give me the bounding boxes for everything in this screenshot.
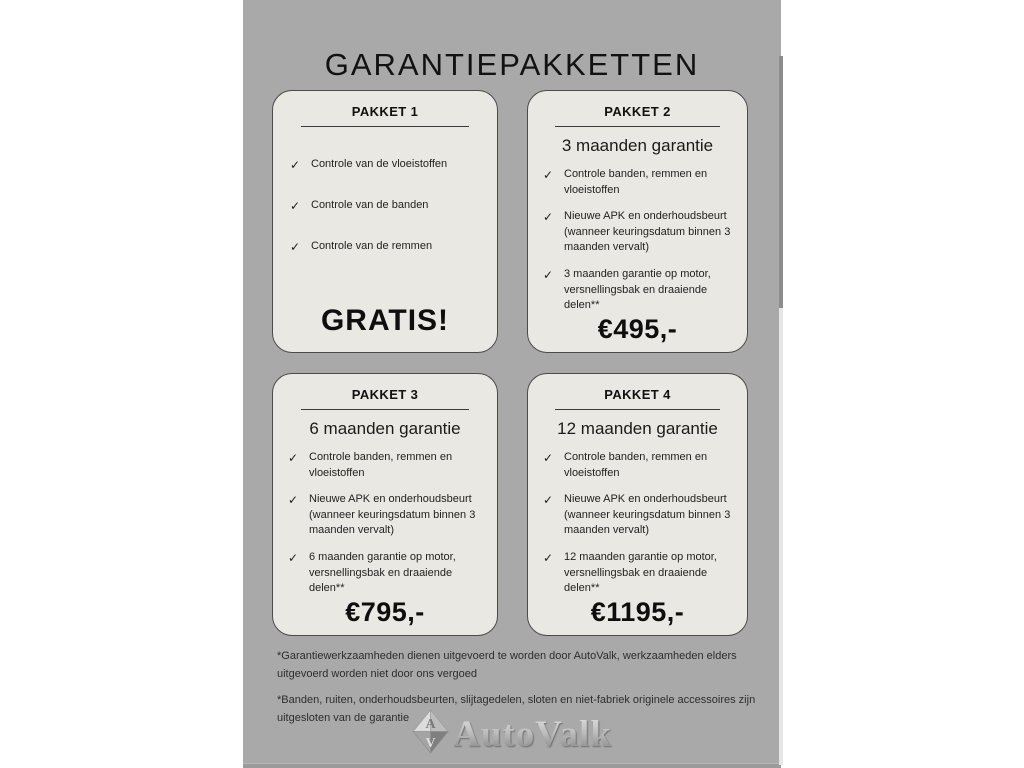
- scrollbar-thumb[interactable]: [779, 56, 783, 308]
- package-card-3: [272, 373, 498, 636]
- package-item-label: Controle banden, remmen en vloeistoffen: [564, 451, 708, 479]
- autovalk-logo-text: AutoValk: [453, 713, 612, 755]
- package-item: [543, 492, 734, 539]
- package-item: [543, 450, 734, 481]
- check-icon: ✓: [290, 240, 301, 255]
- package-item-label: 12 maanden garantie op motor, versnellingsbak en draaiende delen**: [564, 551, 717, 595]
- package-item-label: 3 maanden garantie op motor, versnellingsbak en draaiende delen**: [564, 268, 711, 312]
- package-2-items: [541, 167, 734, 314]
- check-icon: ✓: [288, 451, 299, 465]
- warranty-poster: [243, 0, 781, 768]
- check-icon: ✓: [543, 493, 554, 508]
- package-4-title: PAKKET 4: [604, 387, 671, 402]
- scrollbar-track[interactable]: [779, 308, 783, 765]
- package-item: [543, 209, 734, 256]
- check-icon: ✓: [543, 210, 554, 225]
- package-item-label: 6 maanden garantie op motor, versnellingsbak en draaiende delen**: [309, 551, 456, 595]
- package-item: [290, 157, 484, 174]
- autovalk-logo: [412, 709, 612, 759]
- check-icon: ✓: [543, 168, 554, 182]
- package-4-items: [541, 450, 734, 597]
- title-divider: [301, 126, 469, 127]
- check-icon: ✓: [290, 199, 301, 214]
- package-3-price: €795,-: [345, 596, 425, 627]
- package-2-title: PAKKET 2: [604, 104, 671, 119]
- package-item-label: Controle banden, remmen en vloeistoffen: [564, 168, 708, 196]
- package-item: [290, 198, 484, 215]
- poster-bottom-band: [243, 763, 781, 768]
- autovalk-diamond-icon: [412, 709, 449, 759]
- package-card-2: [527, 90, 748, 353]
- package-4-subtitle: 12 maanden garantie: [557, 419, 718, 438]
- package-item: [290, 239, 484, 256]
- package-item-label: Controle van de vloeistoffen: [311, 158, 448, 170]
- title-divider: [555, 409, 719, 410]
- package-item-label: Nieuwe APK en onderhoudsbeurt (wanneer keuringsdatum binnen 3 maanden vervalt): [309, 493, 476, 537]
- footnote-exclusions: *Banden, ruiten, onderhoudsbeurten, slijtagedelen, sloten en niet-fabriek originele accessoires zijn uitgesloten van de garantie: [277, 694, 756, 724]
- check-icon: ✓: [543, 451, 554, 465]
- check-icon: ✓: [543, 551, 554, 566]
- svg-text:A: A: [425, 717, 436, 732]
- title-divider: [301, 409, 469, 410]
- package-item: [543, 267, 734, 314]
- check-icon: ✓: [288, 551, 299, 566]
- package-item-label: Nieuwe APK en onderhoudsbeurt (wanneer keuringsdatum binnen 3 maanden vervalt): [564, 210, 731, 254]
- page-title: GARANTIEPAKKETTEN: [324, 46, 700, 82]
- package-item: [543, 550, 734, 597]
- package-card-4: [527, 373, 748, 636]
- package-1-items: [286, 157, 484, 256]
- package-card-1: [272, 90, 498, 353]
- package-item-label: Controle banden, remmen en vloeistoffen: [309, 451, 453, 479]
- package-2-price: €495,-: [597, 313, 678, 344]
- check-icon: ✓: [288, 493, 299, 508]
- package-1-title: PAKKET 1: [351, 104, 419, 119]
- footnote-warranty-work: *Garantiewerkzaamheden dienen uitgevoerd te worden door AutoValk, werkzaamheden elders uitgevoerd worden niet door ons vergoed: [277, 650, 737, 680]
- package-1-price: GRATIS!: [320, 304, 450, 337]
- package-item: [288, 450, 484, 481]
- package-item-label: Controle van de banden: [311, 199, 429, 212]
- package-2-subtitle: 3 maanden garantie: [561, 136, 714, 155]
- package-4-price: €1195,-: [590, 596, 685, 627]
- svg-text:V: V: [425, 736, 436, 751]
- title-divider: [555, 126, 719, 127]
- package-item: [543, 167, 734, 198]
- package-item-label: Controle van de remmen: [311, 240, 433, 253]
- package-item: [288, 550, 484, 597]
- package-3-items: [286, 450, 484, 597]
- package-item: [288, 492, 484, 539]
- check-icon: ✓: [543, 268, 554, 283]
- package-3-title: PAKKET 3: [351, 387, 419, 402]
- package-3-subtitle: 6 maanden garantie: [309, 419, 461, 438]
- check-icon: ✓: [290, 158, 301, 172]
- package-item-label: Nieuwe APK en onderhoudsbeurt (wanneer keuringsdatum binnen 3 maanden vervalt): [564, 493, 731, 537]
